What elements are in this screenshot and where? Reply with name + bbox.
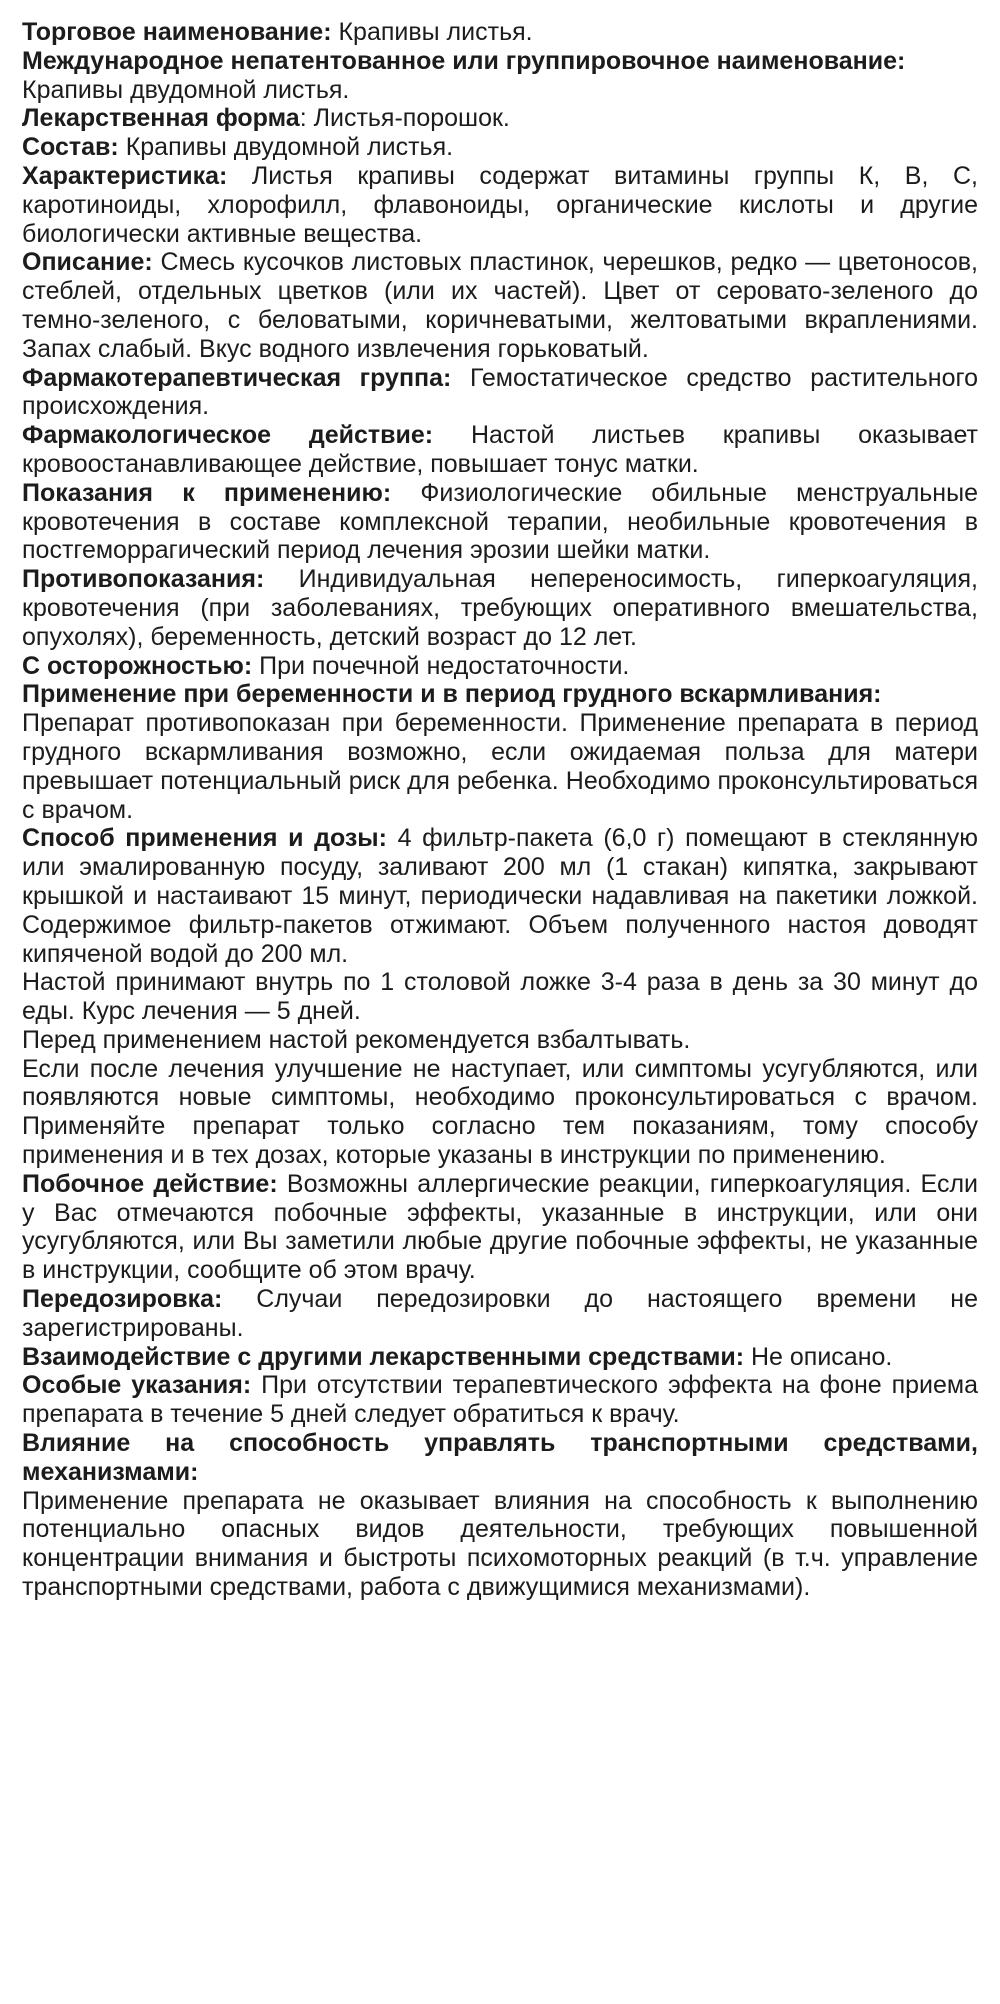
side-effects-section [22,1170,978,1285]
section-label: Лекарственная форма [22,104,300,133]
section-text: Крапивы двудомной листья. [22,75,350,104]
section-label: Противопоказания: [22,565,265,594]
section-label: Фармакотерапевтическая группа: [22,363,452,392]
section-text: Не описано. [744,1342,893,1371]
caution-section [22,652,978,681]
section-text: При почечной недостаточности. [252,651,630,680]
section-text: 4 фильтр-пакета (6,0 г) помещают в стеклянную или эмалированную посуду, заливают 200 мл (1 стакан) кипятка, закрывают крышкой и настаивают 15 минут, периодически надавливая на пакетики ложкой. Содержимое фильтр-пакетов отжимают. Объем полученного настоя доводят кипяченой водой до 200 мл. [22,824,978,968]
section-text: При отсутствии терапевтического эффекта на фоне приема препарата в течение 5 дней следует обратиться к врачу. [22,1371,978,1429]
section-text: Настой принимают внутрь по 1 столовой ложке 3-4 раза в день за 30 минут до еды. Курс лечения — 5 дней. [22,968,978,1026]
section-text: Крапивы листья. [331,18,533,46]
section-text: Препарат противопоказан при беременности. Применение препарата в период грудного вскармливания возможно, если ожидаемая польза для матери превышает потенциальный риск для ребенка. Необходимо проконсультироваться с врачом. [22,709,978,824]
description-section [22,248,978,363]
section-label: Описание: [22,248,153,277]
section-label: Международное непатентованное или группировочное наименование: [22,46,906,75]
section-label: Показания к применению: [22,478,392,507]
special-instructions-section [22,1371,978,1429]
section-text: Листья крапивы содержат витамины группы К, В, С, каротиноиды, хлорофилл, флавоноиды, органические кислоты и другие биологически активные вещества. [22,161,978,248]
section-text: Случаи передозировки до настоящего времени не зарегистрированы. [22,1285,978,1342]
section-text: Индивидуальная непереносимость, гиперкоагуляция, кровотечения (при заболеваниях, требующих оперативного вмешательства, опухолях), беременность, детский возраст до 12 лет. [22,565,978,651]
dosage-intake-paragraph [22,968,978,1026]
indications-section [22,479,978,565]
section-text: Если после лечения улучшение не наступает, или симптомы усугубляются, или появляются новые симптомы, необходимо проконсультироваться с врачом. Применяйте препарат только согласно тем показаниям, тому способу применения и в тех дозах, которые указаны в инструкции по применению. [22,1054,978,1170]
section-text: Гемостатическое средство растительного происхождения. [22,363,978,421]
section-label: Характеристика: [22,161,228,190]
section-label: Побочное действие: [22,1169,278,1198]
section-label: Особые указания: [22,1371,252,1400]
dosage-form-section [22,104,978,133]
pharmacological-action-section [22,421,978,479]
section-text: Крапивы двудомной листья. [118,133,454,162]
section-label: Фармакологическое действие: [22,421,434,450]
inn-section [22,47,978,105]
interactions-section [22,1343,978,1372]
trade-name-section [22,18,978,47]
pharmacotherapeutic-group-section [22,364,978,422]
driving-section [22,1429,978,1602]
section-text: : Листья-порошок. [299,104,510,133]
section-label: Состав: [22,133,119,162]
section-label: Способ применения и дозы: [22,824,387,853]
section-text: Возможны аллергические реакции, гиперкоагуляция. Если у Вас отмечаются побочные эффекты, указанные в инструкции, или они усугубляются, или Вы заметили любые другие побочные эффекты, не указанные в инструкции, сообщите об этом врачу. [22,1169,978,1285]
overdose-section [22,1285,978,1343]
section-label: Применение при беременности и в период грудного вскармливания: [22,680,882,709]
composition-section [22,133,978,162]
section-text: Настой листьев крапивы оказывает кровоостанавливающее действие, повышает тонус матки. [22,421,978,478]
characteristics-section [22,162,978,248]
section-label: Влияние на способность управлять транспортными средствами, механизмами: [22,1429,978,1486]
contraindications-section [22,565,978,651]
shake-paragraph [22,1026,978,1055]
pregnancy-section [22,680,978,824]
section-label: Передозировка: [22,1285,223,1314]
section-label: Взаимодействие с другими лекарственными средствами: [22,1342,745,1371]
section-text: Физиологические обильные менструальные кровотечения в составе комплексной терапии, необильные кровотечения в постгеморрагический период лечения эрозии шейки матки. [22,478,978,565]
dosage-section [22,824,978,968]
section-text: Применение препарата не оказывает влияния на способность к выполнению потенциально опасных видов деятельности, требующих повышенной концентрации внимания и быстроты психомоторных реакций (в т.ч. управление транспортными средствами, работа с движущимися механизмами). [22,1486,978,1602]
section-label: Торговое наименование: [22,18,332,46]
consult-paragraph [22,1055,978,1170]
section-label: С осторожностью: [22,651,253,680]
section-text: Смесь кусочков листовых пластинок, черешков, редко — цветоносов, стеблей, отдельных цветков (или их частей). Цвет от серовато-зеленого до темно-зеленого, с беловатыми, коричневатыми, желтоватыми вкраплениями. Запах слабый. Вкус водного извлечения горьковатый. [22,248,978,363]
section-text: Перед применением настой рекомендуется взбалтывать. [22,1025,691,1054]
